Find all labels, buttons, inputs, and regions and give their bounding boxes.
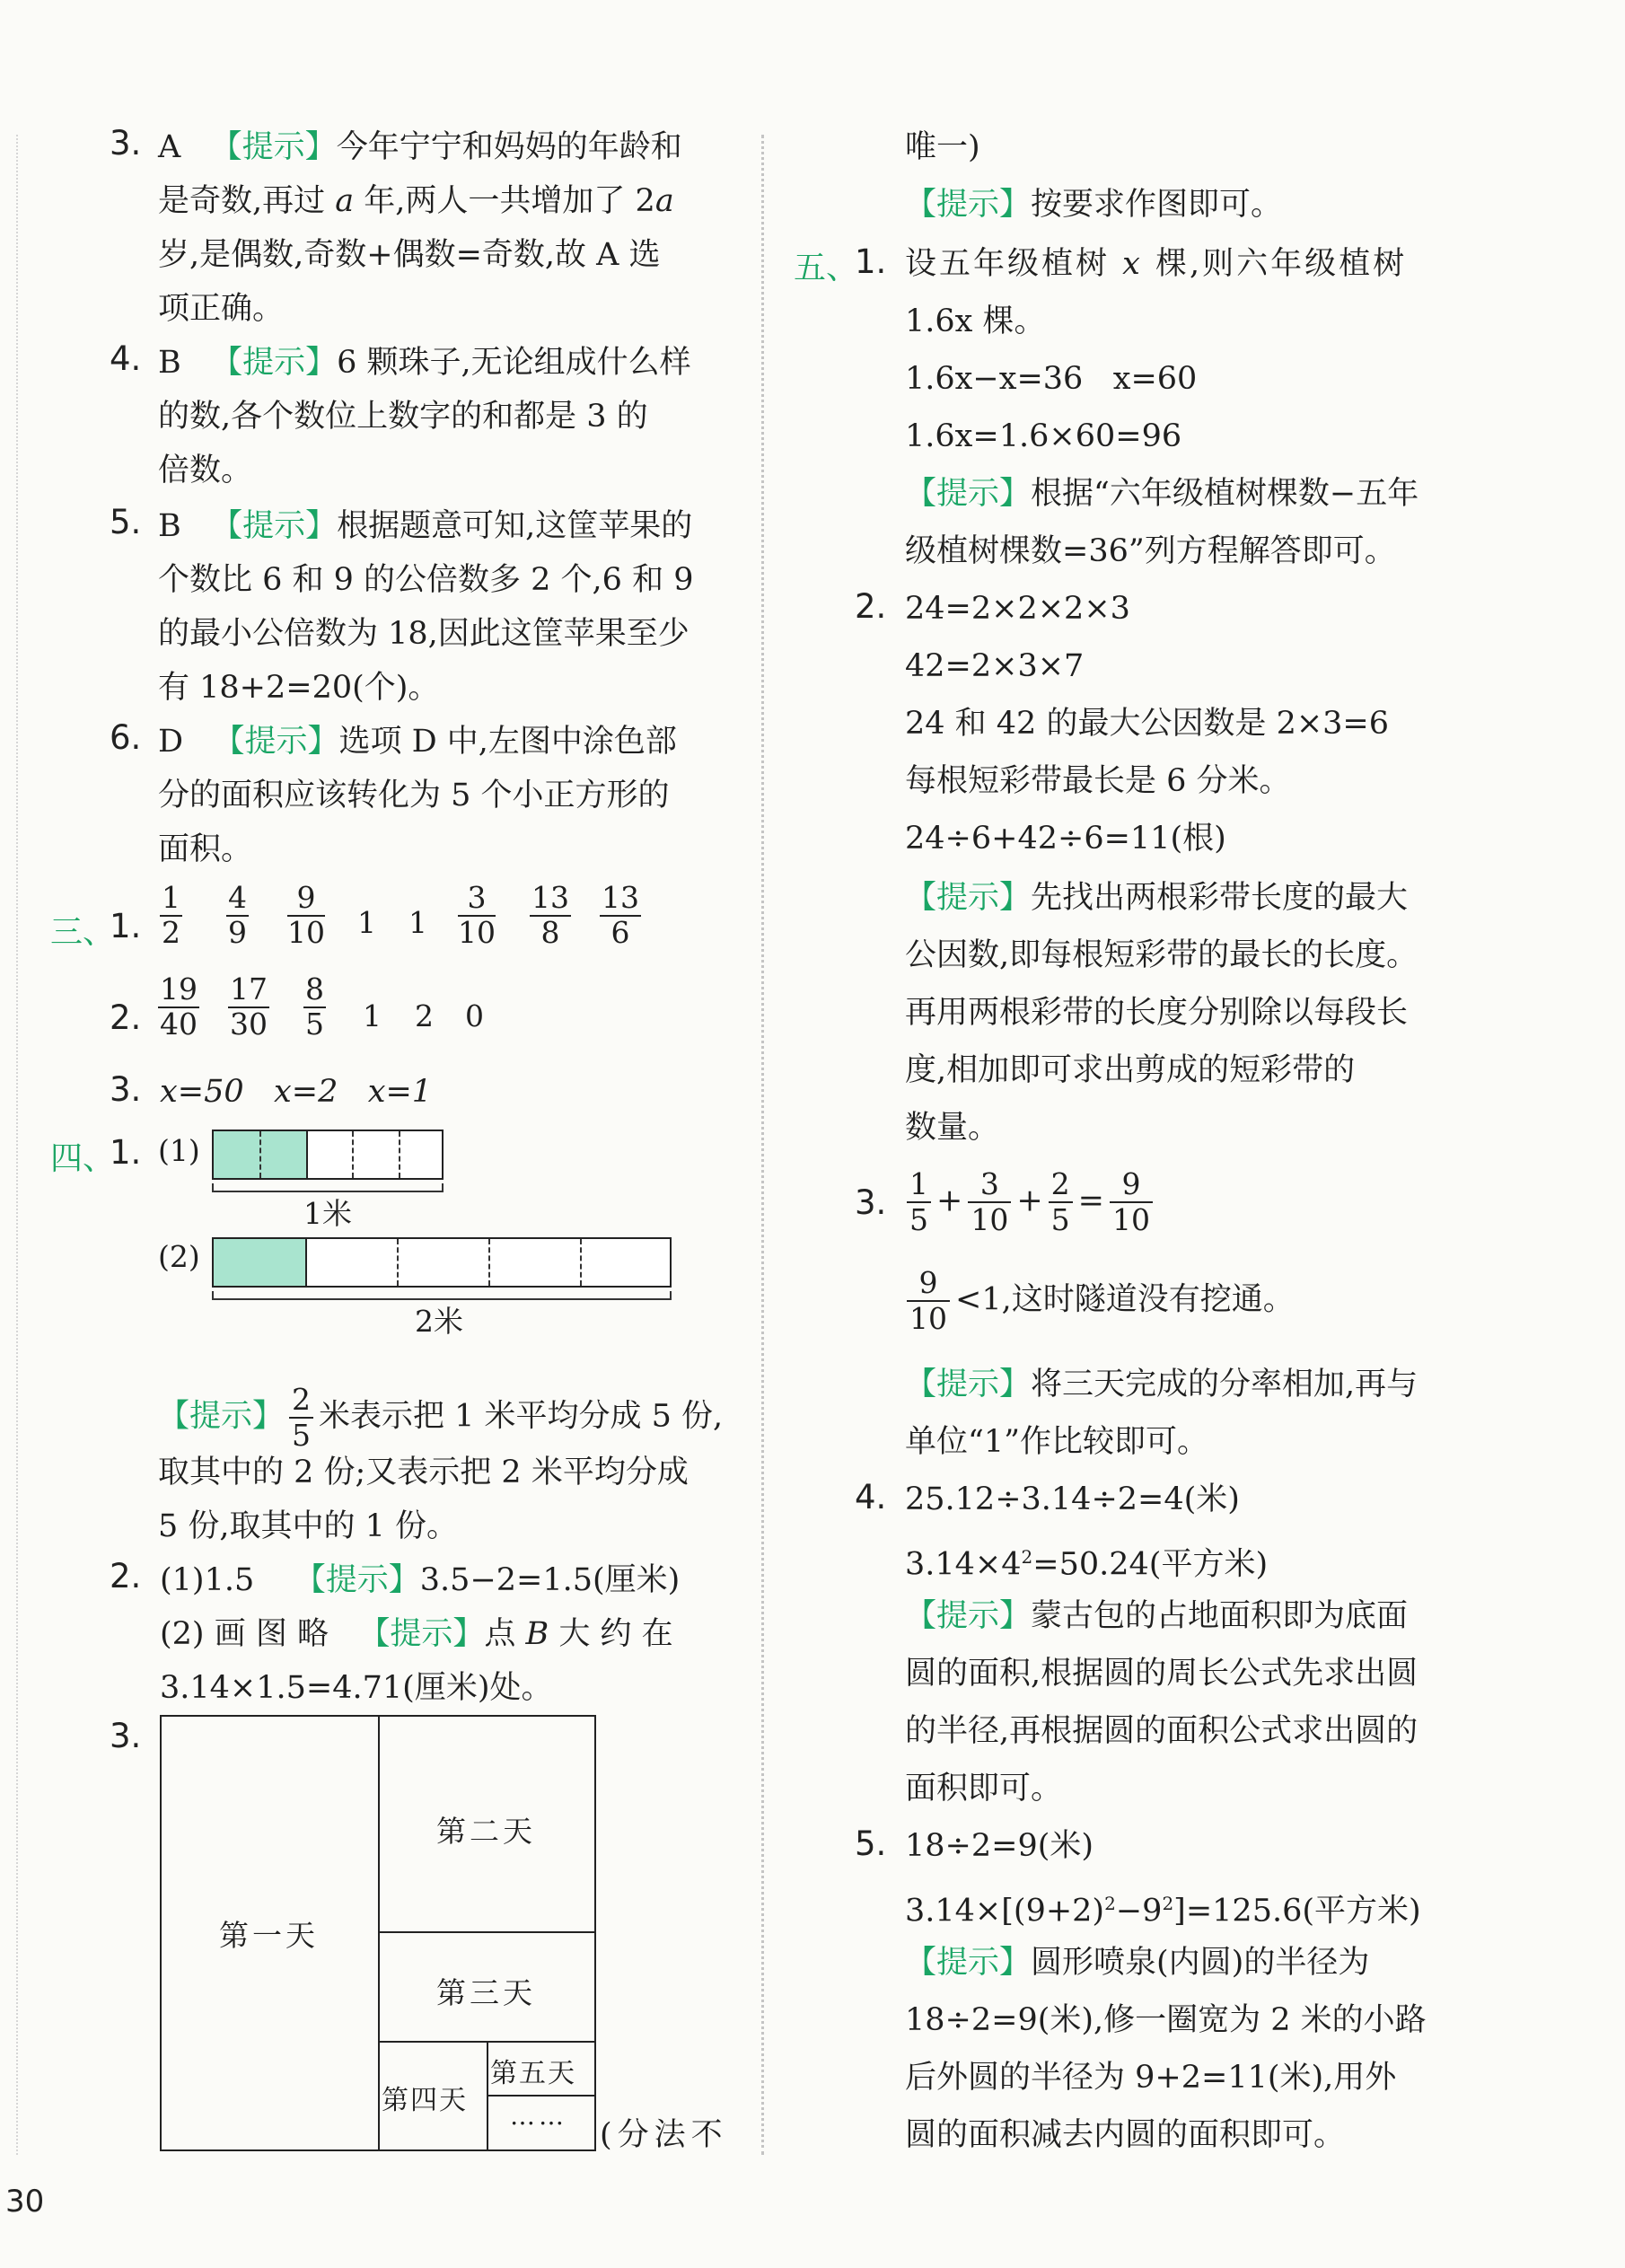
day5-label: 第五天 [490,2058,576,2089]
s5-q3-equation: $\frac{1}{5}$ + $\frac{3}{10}$ + $\frac{2}{5}$ = $\frac{9}{10}$ [901,1167,1158,1237]
fraction: 1 2 [162,880,180,950]
s3-q3-answers: x=50 x=2 x=1 [160,1074,433,1110]
s5-q4-line6: 面积即可。 [905,1771,1063,1806]
fraction: $\frac{9}{10}$ [907,1266,950,1336]
s5-q5-hint: 【提示】圆形喷泉(内圆)的半径为 [905,1945,1370,1981]
q6-line3: 面积。 [158,831,253,867]
s4-q1-hint-line3: 5 份,取其中的 1 份。 [158,1508,459,1544]
margin-line [16,135,18,2155]
fraction: $\frac{2}{5}$ [1049,1167,1073,1237]
s4-q3-number: 3. [110,1717,142,1755]
s3-q2-number: 2. [110,998,142,1037]
q6-line2: 分的面积应该转化为 5 个小正方形的 [158,778,670,813]
s5-q1-hint: 【提示】根据“六年级植树棵数−五年 [905,476,1419,512]
s5-q1-line4: 1.6x=1.6×60=96 [905,418,1182,454]
s5-q2-line10: 数量。 [905,1110,1000,1146]
s5-q3-number: 3. [855,1183,887,1222]
q3-line4: 项正确。 [158,291,285,327]
s5-q2-line7: 公因数,即每根短彩带的最长的长度。 [905,937,1419,973]
s4-q1-hint-line2: 取其中的 2 份;又表示把 2 米平均分成 [158,1455,689,1490]
value: 1 [408,905,427,940]
q6-number: 6. [110,718,142,757]
s4-q2-line2: (2) 画 图 略 【提示】点 B 大 约 在 [160,1616,673,1652]
q5-line4: 有 18+2=20(个)。 [158,670,440,706]
fraction: 13 8 [531,880,569,950]
s5-q4-line4: 圆的面积,根据圆的周长公式先求出圆 [905,1656,1419,1692]
q5-number: 5. [110,503,142,541]
fraction: 13 6 [602,880,639,950]
s5-q1-line1: 设五年级植树 x 棵,则六年级植树 [905,246,1408,282]
fraction: 3 10 [458,880,496,950]
day2-label: 第二天 [436,1814,536,1849]
s5-q1-line6: 级植树棵数=36”列方程解答即可。 [905,533,1396,569]
s5-q2-line1: 24=2×2×2×3 [905,591,1130,627]
q3-number: 3. [110,124,142,163]
value: 0 [465,998,484,1033]
right-cont-line1: 唯一) [905,129,980,165]
fraction: $\frac{1}{5}$ [907,1167,931,1237]
s5-q5-line2: $3.14\times[(9+2)^2-9^2]=125.6$(平方米) [905,1893,1421,1930]
s5-q5-line4: 18÷2=9(米),修一圈宽为 2 米的小路 [905,2002,1427,2038]
q4-line2: 的数,各个数位上数字的和都是 3 的 [158,399,648,435]
fraction: 19 40 [160,971,198,1042]
day1-label: 第一天 [219,1918,319,1953]
bar-1m [212,1130,444,1180]
shaded-part [214,1239,305,1286]
s5-q3-hint: 【提示】将三天完成的分率相加,再与 [905,1367,1419,1402]
value: 1 [363,998,382,1033]
q6-line1: D 【提示】选项 D 中,左图中涂色部 [158,724,677,760]
s4-q1-hint-line1: 【提示】 $\frac{2}{5}$ 米表示把 1 米平均分成 5 份, [158,1382,724,1453]
q3-line2: 是奇数,再过 a 年,两人一共增加了 2a [158,183,674,219]
fraction: 4 9 [228,880,247,950]
fraction: 9 10 [287,880,325,950]
s5-q3-line4: 单位“1”作比较即可。 [905,1424,1209,1460]
s5-q4-number: 4. [855,1478,887,1516]
s5-q5-number: 5. [855,1824,887,1863]
s5-q1-number: 1. [855,242,887,281]
value: 2 [415,998,434,1033]
s5-q1-line3: 1.6x−x=36 x=60 [905,361,1198,397]
fraction: 8 5 [305,971,324,1042]
right-cont-line2: 【提示】按要求作图即可。 [905,187,1283,223]
fraction: $\frac{9}{10}$ [1110,1167,1153,1237]
s5-q4-line2: $3.14\times 4^2=50.24$(平方米) [905,1546,1269,1583]
s4-q3-note: (分法不 [600,2117,728,2153]
day3-label: 第三天 [436,1975,536,2010]
q4-line3: 倍数。 [158,453,253,488]
day4-label: 第四天 [382,2085,468,2116]
bar1-unit: 1米 [303,1196,352,1231]
fraction: $\frac{2}{5}$ [289,1383,313,1453]
s5-q5-line5: 后外圆的半径为 9+2=11(米),用外 [905,2060,1397,2096]
s5-q1-line2: 1.6x 棵。 [905,303,1046,339]
s3-q1-number: 1. [110,907,142,945]
s5-q2-line2: 42=2×3×7 [905,648,1085,684]
s5-q2-line5: 24÷6+42÷6=11(根) [905,821,1226,857]
s3-q3-number: 3. [110,1070,142,1109]
q5-line3: 的最小公倍数为 18,因此这筐苹果至少 [158,616,690,652]
s5-q2-line9: 度,相加即可求出剪成的短彩带的 [905,1052,1356,1088]
s5-q5-line1: 18÷2=9(米) [905,1828,1094,1864]
s5-q4-line1: 25.12÷3.14÷2=4(米) [905,1481,1240,1517]
s4-q1-number: 1. [110,1133,142,1172]
q3-line3: 岁,是偶数,奇数+偶数=奇数,故 A 选 [158,237,661,273]
s4-q2-line3: 3.14×1.5=4.71(厘米)处。 [160,1670,553,1706]
bar2-label: (2) [158,1239,200,1274]
page-number: 30 [5,2184,45,2220]
s5-q4-line5: 的半径,再根据圆的面积公式求出圆的 [905,1713,1419,1749]
s5-q2-line8: 再用两根彩带的长度分别除以每段长 [905,995,1409,1031]
remaining-label: …… [510,2101,567,2131]
section-5-label: 五、 [794,250,859,286]
section-4-label: 四、 [50,1140,116,1177]
s5-q5-line6: 圆的面积减去内圆的面积即可。 [905,2117,1346,2153]
column-divider [761,135,764,2155]
q5-line1: B 【提示】根据题意可知,这筐苹果的 [158,508,693,544]
s4-q2-line1: (1)1.5 【提示】3.5−2=1.5(厘米) [160,1562,681,1598]
s5-q4-hint: 【提示】蒙古包的占地面积即为底面 [905,1598,1409,1634]
q4-number: 4. [110,339,142,378]
s5-q3-compare: $\frac{9}{10}$ <1,这时隧道没有挖通。 [901,1266,1295,1336]
q5-line2: 个数比 6 和 9 的公倍数多 2 个,6 和 9 [158,562,694,598]
s5-q2-line4: 每根短彩带最长是 6 分米。 [905,763,1291,799]
value: 1 [357,905,376,940]
s5-q2-number: 2. [855,587,887,626]
bar1-label: (1) [158,1133,200,1168]
q4-line1: B 【提示】6 颗珠子,无论组成什么样 [158,345,691,381]
bar-2m [212,1237,672,1288]
s4-q2-number: 2. [110,1557,142,1596]
section-3-label: 三、 [50,914,116,951]
bar2-unit: 2米 [415,1304,463,1339]
fraction: 17 30 [230,971,268,1042]
fraction: $\frac{3}{10}$ [968,1167,1011,1237]
s5-q2-hint: 【提示】先找出两根彩带长度的最大 [905,880,1409,916]
q3-line1: A 【提示】今年宁宁和妈妈的年龄和 [158,129,682,165]
s5-q2-line3: 24 和 42 的最大公因数是 2×3=6 [905,706,1390,742]
